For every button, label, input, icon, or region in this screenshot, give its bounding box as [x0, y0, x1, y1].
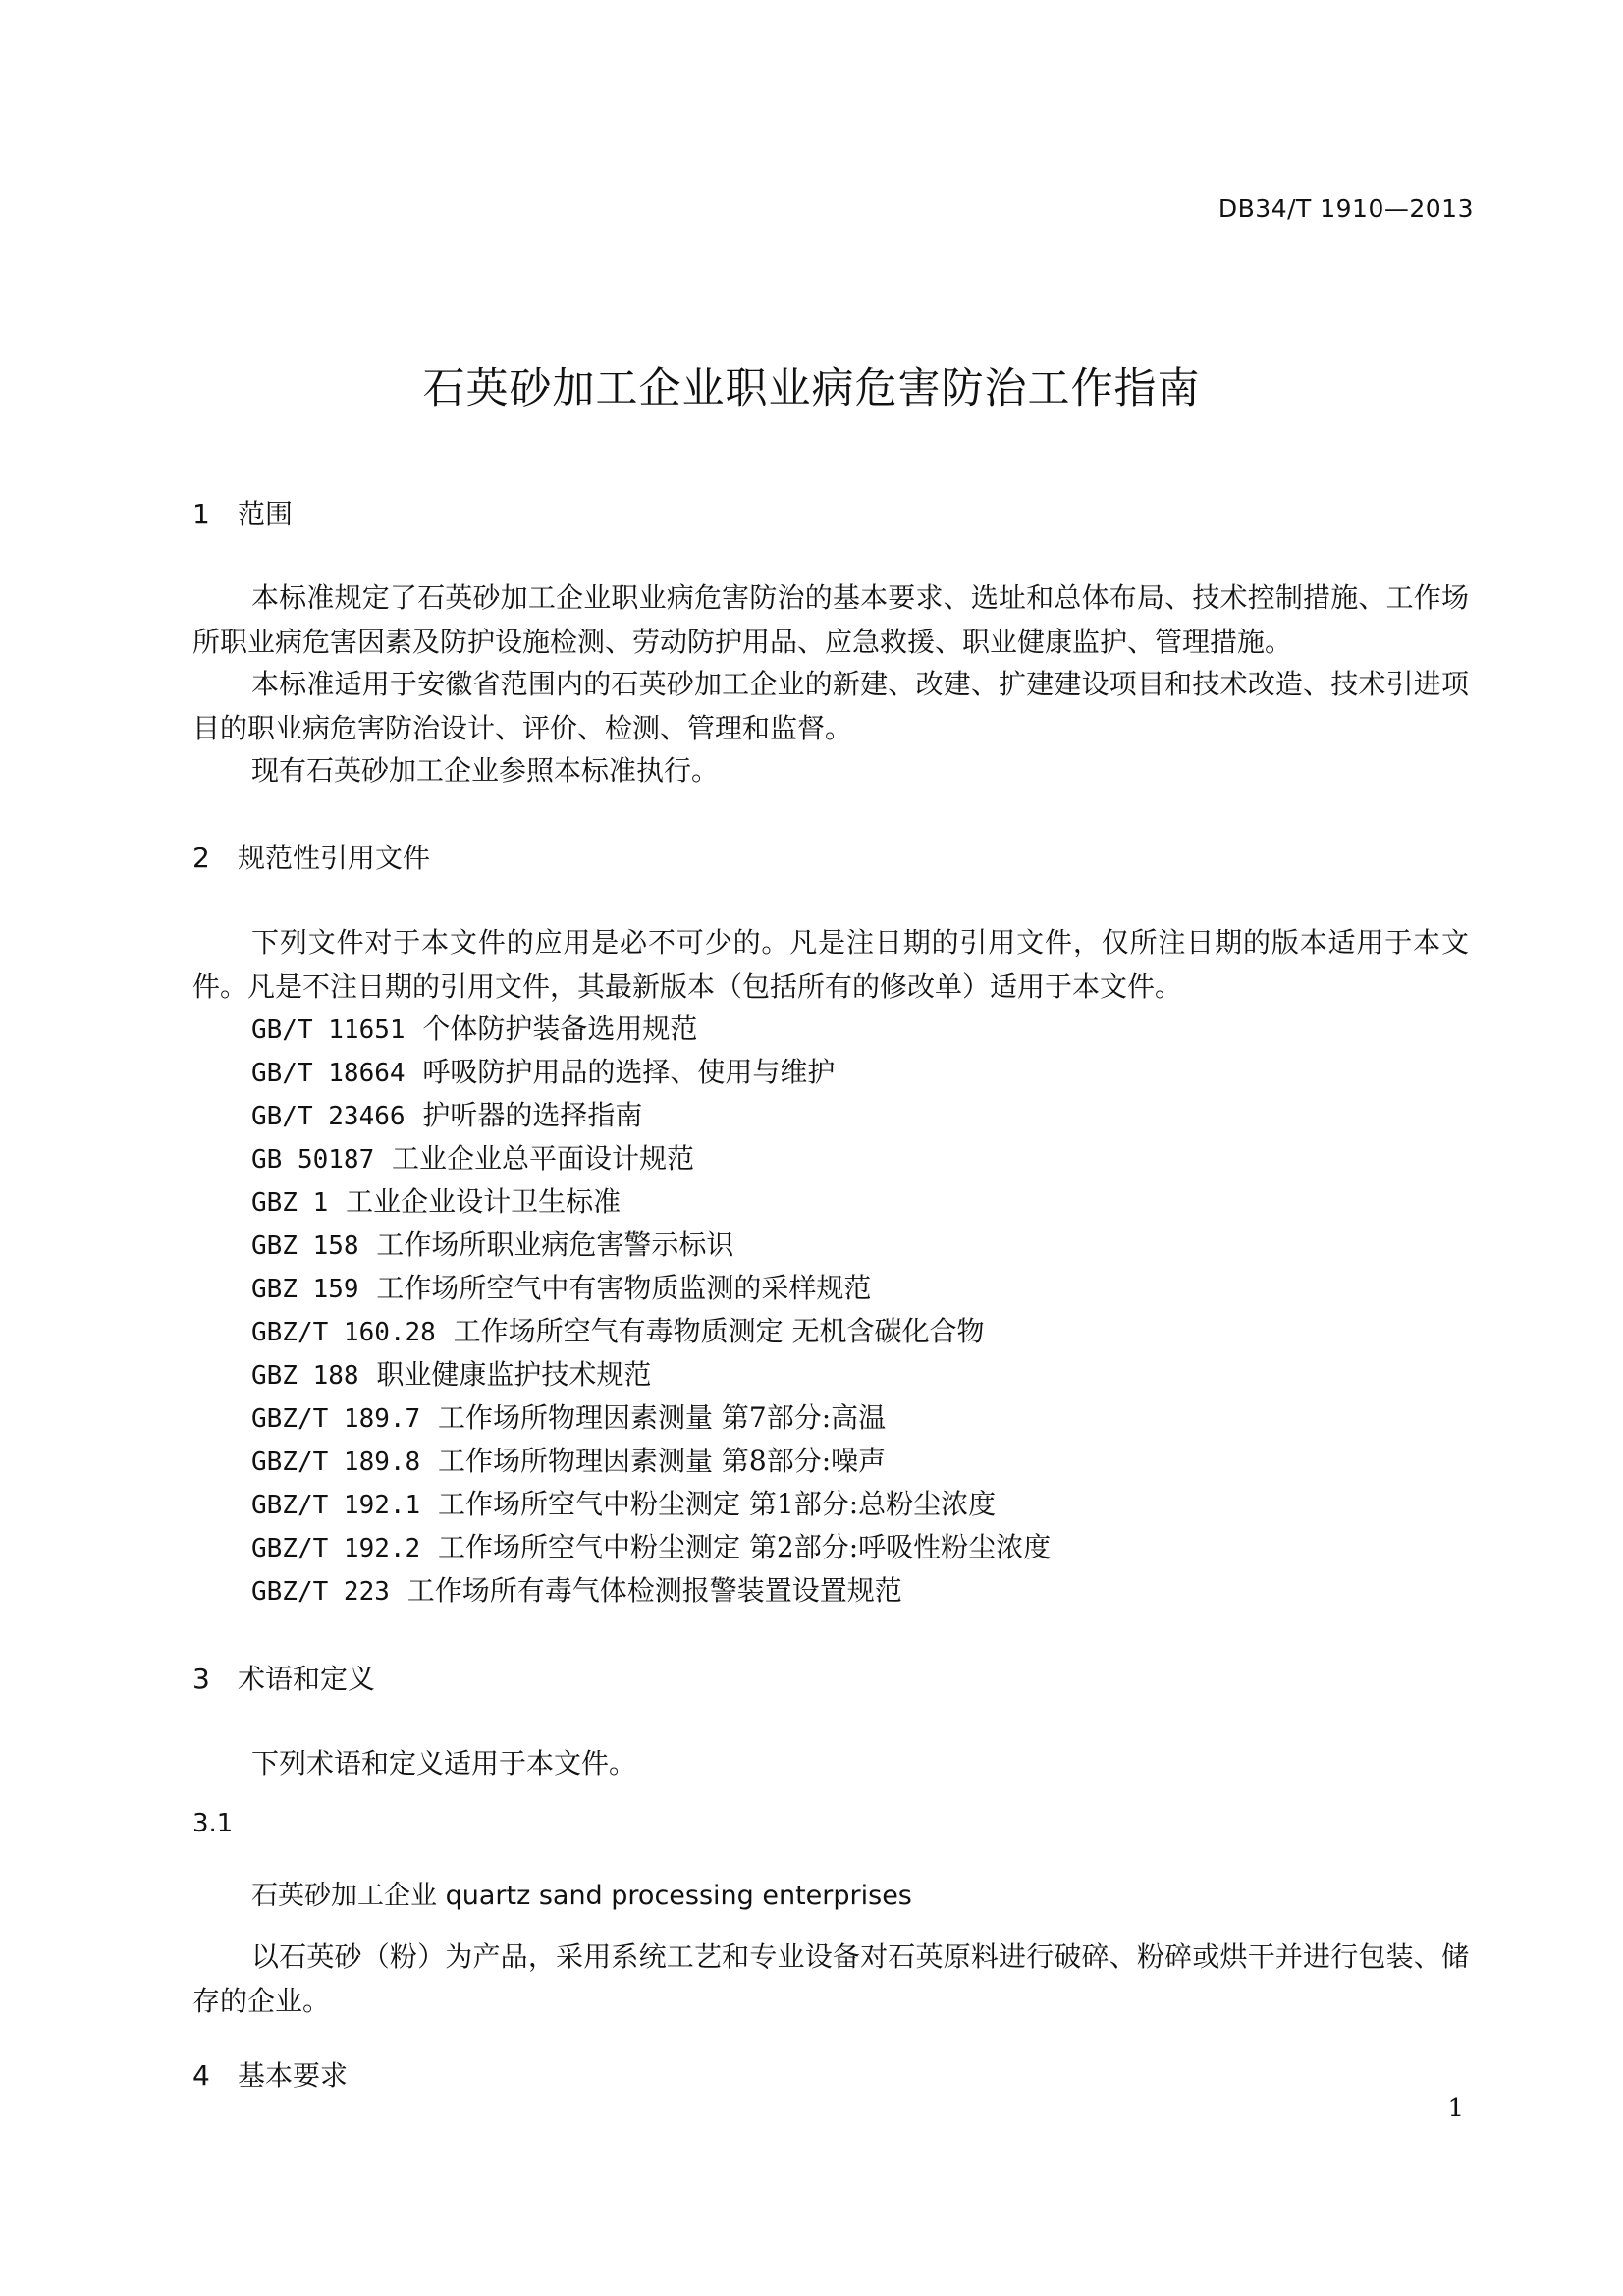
paragraph: 现有石英砂加工企业参照本标准执行。 — [251, 754, 720, 787]
reference-code: GB/T 18664 — [251, 1059, 406, 1088]
section-title: 基本要求 — [238, 2059, 349, 2092]
reference-code: GBZ/T 189.8 — [251, 1448, 421, 1477]
reference-code: GBZ 1 — [251, 1188, 329, 1218]
section-title: 术语和定义 — [238, 1663, 376, 1695]
reference-item — [251, 1267, 871, 1306]
reference-item — [251, 1353, 651, 1393]
paragraph: 本标准规定了石英砂加工企业职业病危害防治的基本要求、选址和总体布局、技术控制措施、工作场所职业病危害因素及防护设施检测、劳动防护用品、应急救援、职业健康监护、管理措施。 — [192, 581, 1469, 658]
reference-item — [251, 1051, 835, 1090]
reference-title: 工作场所有毒气体检测报警装置设置规范 — [406, 1574, 902, 1607]
section-heading-1 — [192, 493, 293, 532]
subsection-number: 3.1 — [192, 1809, 234, 1838]
paragraph: 本标准适用于安徽省范围内的石英砂加工企业的新建、改建、扩建建设项目和技术改造、技术引进项目的职业病危害防治设计、评价、检测、管理和监督。 — [192, 668, 1469, 744]
reference-code: GBZ/T 189.7 — [251, 1404, 421, 1434]
reference-title: 呼吸防护用品的选择、使用与维护 — [422, 1056, 836, 1088]
reference-title: 工作场所职业病危害警示标识 — [376, 1229, 734, 1261]
reference-code: GBZ 188 — [251, 1361, 359, 1391]
term-english: quartz sand processing enterprises — [445, 1881, 912, 1911]
term-definition: 以石英砂（粉）为产品，采用系统工艺和专业设备对石英原料进行破碎、粉碎或烘干并进行包装、储存的企业。 — [192, 1941, 1469, 2017]
reference-item — [251, 1224, 733, 1263]
reference-code: GBZ/T 192.2 — [251, 1534, 421, 1563]
reference-item — [251, 1526, 1051, 1565]
section-title: 范围 — [238, 498, 294, 530]
reference-title: 工业企业设计卫生标准 — [346, 1185, 622, 1218]
reference-code: GBZ/T 192.1 — [251, 1491, 421, 1520]
section-number: 3 — [192, 1663, 210, 1695]
reference-title: 职业健康监护技术规范 — [376, 1358, 652, 1391]
term-entry — [251, 1874, 912, 1912]
reference-item — [251, 1137, 694, 1176]
reference-code: GB/T 11651 — [251, 1015, 406, 1045]
reference-item — [251, 1440, 886, 1479]
reference-item — [251, 1094, 642, 1133]
reference-title: 工作场所物理因素测量 第7部分:高温 — [438, 1401, 887, 1434]
reference-item — [251, 1483, 996, 1522]
reference-code: GBZ 159 — [251, 1275, 359, 1304]
reference-code: GBZ/T 160.28 — [251, 1318, 436, 1347]
reference-code: GB 50187 — [251, 1145, 375, 1175]
document-title: 石英砂加工企业职业病危害防治工作指南 — [422, 364, 1201, 413]
reference-title: 护听器的选择指南 — [422, 1099, 643, 1131]
section-number: 2 — [192, 842, 210, 874]
section-number: 4 — [192, 2059, 210, 2092]
reference-item — [251, 1180, 621, 1220]
section-heading-3 — [192, 1658, 375, 1697]
reference-code: GBZ 158 — [251, 1231, 359, 1261]
reference-title: 工作场所空气中有害物质监测的采样规范 — [376, 1272, 872, 1304]
reference-code: GB/T 23466 — [251, 1102, 406, 1131]
section-title: 规范性引用文件 — [238, 842, 431, 874]
paragraph: 下列文件对于本文件的应用是必不可少的。凡是注日期的引用文件，仅所注日期的版本适用于本文件。凡是不注日期的引用文件，其最新版本（包括所有的修改单）适用于本文件。 — [192, 926, 1469, 1003]
paragraph: 下列术语和定义适用于本文件。 — [251, 1747, 637, 1779]
term-chinese: 石英砂加工企业 — [251, 1881, 437, 1911]
reference-item — [251, 1569, 902, 1609]
page-number: 1 — [1447, 2094, 1464, 2123]
reference-item — [251, 1008, 697, 1047]
standard-code: DB34/T 1910—2013 — [1217, 194, 1474, 223]
reference-title: 工作场所空气有毒物质测定 无机含碳化合物 — [453, 1315, 985, 1347]
reference-title: 工作场所物理因素测量 第8部分:噪声 — [438, 1445, 887, 1477]
reference-title: 工作场所空气中粉尘测定 第2部分:呼吸性粉尘浓度 — [438, 1531, 1052, 1563]
section-number: 1 — [192, 498, 210, 530]
reference-item — [251, 1310, 985, 1349]
reference-code: GBZ/T 223 — [251, 1577, 390, 1607]
reference-title: 工作场所空气中粉尘测定 第1部分:总粉尘浓度 — [438, 1488, 997, 1520]
reference-item — [251, 1396, 886, 1436]
reference-title: 工业企业总平面设计规范 — [392, 1142, 695, 1175]
reference-title: 个体防护装备选用规范 — [422, 1012, 698, 1045]
section-heading-2 — [192, 837, 430, 876]
section-heading-4 — [192, 2054, 348, 2094]
